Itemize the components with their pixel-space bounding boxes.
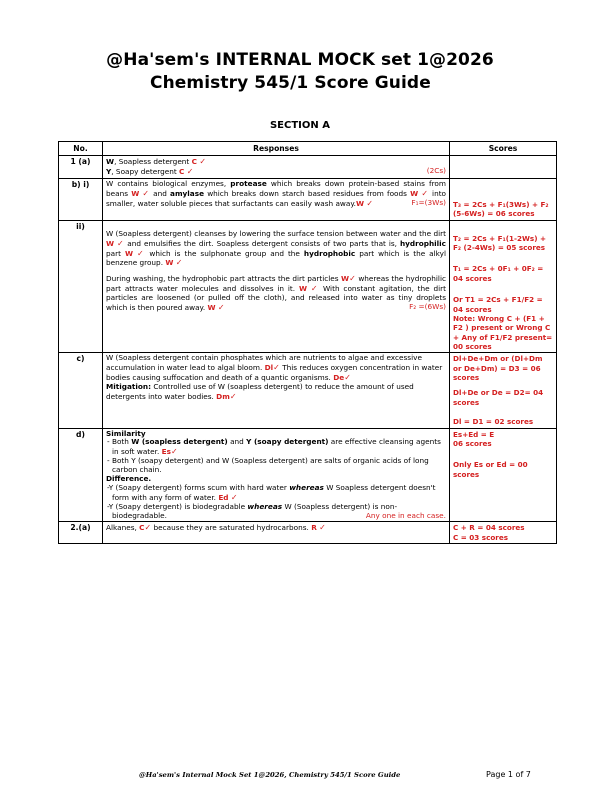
difference-heading: Difference. — [106, 473, 152, 483]
tick-icon: ✓ — [421, 188, 429, 198]
response-text: With constant agitation, the dirt particles are loosened (or pulled off the cloth), and released into water as tiny droplets which is then poured away. — [106, 284, 446, 312]
mark-code: W — [355, 198, 365, 208]
score-cell — [450, 428, 557, 522]
footer-title: @Ha'sem's Internal Mock Set 1@2026, Chemistry 545/1 Score Guide — [139, 771, 401, 779]
mark-code: W — [298, 284, 308, 294]
response-cell — [103, 522, 450, 544]
tick-icon: ✓ — [217, 302, 225, 312]
answer-text: , Soapless detergent — [114, 157, 192, 167]
column-header-scores: Scores — [450, 142, 557, 156]
mark-code: Dl — [264, 363, 274, 373]
answer-label: W — [106, 157, 115, 167]
mark-code: C — [139, 523, 145, 533]
response-text: Alkanes, — [106, 523, 140, 533]
tick-icon: ✓ — [142, 188, 150, 198]
table-row — [59, 156, 557, 179]
mark-code: Ed — [218, 492, 229, 502]
score-cell — [450, 353, 557, 428]
mark-code: Es — [161, 447, 171, 457]
table-row — [59, 522, 557, 544]
response-text: W (Soapless detergent) cleanses by lowering the surface tension between water and the dirt — [106, 228, 446, 238]
score-guide-table — [58, 141, 557, 544]
keyword: whereas — [247, 501, 283, 511]
response-text: Controlled use of W (soapless detergent) to reduce the amount of used detergents into water bodies. — [106, 382, 414, 401]
mark-code: W — [124, 248, 134, 258]
response-cell — [103, 179, 450, 221]
mark-code: W — [410, 188, 419, 198]
score-cell — [450, 156, 557, 179]
score-rule: Or T1 = 2Cs + F1/F2 = 04 scores — [453, 295, 543, 314]
question-number: 2.(a) — [59, 522, 103, 544]
response-text: and emulsifies the dirt. Soapless detergent consists of two parts that is, — [124, 238, 400, 248]
score-rule: 06 scores — [453, 438, 492, 448]
response-text: because they are saturated hydrocarbons. — [153, 523, 312, 533]
answer-text: , Soapy detergent — [111, 167, 180, 177]
response-text: W contains biological enzymes, — [106, 179, 231, 189]
score-cell — [450, 220, 557, 353]
score-cell — [450, 522, 557, 544]
tick-icon: ✓ — [319, 523, 326, 533]
tick-icon: ✓ — [366, 198, 374, 208]
tick-icon: ✓ — [230, 492, 238, 502]
response-text: W Soapless detergent doesn't form with any form of water. — [112, 482, 436, 502]
document-subtitle: Chemistry 545/1 Score Guide — [150, 73, 431, 93]
mark-code: W — [106, 238, 115, 248]
mark-code: C — [179, 167, 185, 177]
score-note: Note: Wrong C + (F1 + F2 ) present or Wrong C + Any of F1/F2 present= 00 scores — [453, 313, 553, 351]
tick-icon: ✓ — [229, 391, 237, 401]
question-number: ii) — [59, 220, 103, 353]
response-text: W (Soapless detergent) is non- biodegradable. — [112, 501, 398, 520]
mark-code: De — [333, 373, 345, 383]
column-header-responses: Responses — [103, 142, 450, 156]
answer-label: Y — [106, 167, 112, 177]
score-cell — [450, 179, 557, 221]
score-rule: C = 03 scores — [453, 532, 508, 542]
table-row — [59, 353, 557, 428]
keyword: Y (soapy detergent) — [246, 437, 329, 447]
mark-total: (2Cs) — [426, 166, 446, 176]
tick-icon: ✓ — [344, 373, 351, 383]
keyword: amylase — [170, 188, 205, 198]
table-header-row — [59, 142, 557, 156]
question-number: d) — [59, 428, 103, 522]
response-text: which is the sulphonate group and the — [145, 248, 304, 258]
response-text: into smaller, water soluble pieces that surfactants can easily wash away. — [106, 188, 447, 208]
tick-icon: ✓ — [175, 258, 183, 268]
mark-code: R — [311, 523, 317, 533]
document-title: @Ha'sem's INTERNAL MOCK set 1@2026 — [106, 50, 494, 70]
table-row — [59, 220, 557, 353]
response-text: - Both — [107, 437, 132, 447]
keyword: W (soapless detergent) — [131, 437, 228, 447]
mitigation-label: Mitigation: — [106, 382, 152, 392]
mark-code: C — [191, 157, 197, 167]
keyword: hydrophobic — [303, 248, 356, 258]
marking-note: Any one in each case. — [365, 510, 446, 520]
tick-icon: ✓ — [310, 284, 320, 294]
response-text: -Y (Soapy detergent) is biodegradable — [107, 501, 248, 511]
section-heading: SECTION A — [269, 120, 330, 131]
response-cell — [103, 428, 450, 522]
keyword: whereas — [289, 482, 324, 492]
tick-icon: ✓ — [170, 447, 178, 457]
score-rule: C + R = 04 scores — [453, 523, 525, 533]
response-text: and — [227, 437, 247, 447]
score-rule: T₂ = 2Cs + F₁(1-2Ws) + F₂ (2-4Ws) = 05 scores — [453, 233, 547, 253]
response-text: -Y (Soapy detergent) forms scum with hard water — [107, 482, 290, 492]
mark-code: W — [165, 258, 174, 268]
response-text: part which is the alkyl benzene group. — [106, 248, 446, 268]
keyword: protease — [230, 179, 267, 189]
tick-icon: ✓ — [273, 363, 280, 373]
response-text: are effective cleansing agents in soft water. — [112, 437, 441, 457]
similarity-heading: Similarity — [106, 428, 146, 438]
response-text: During washing, the hydrophobic part attracts the dirt particles — [106, 274, 341, 284]
response-text: W (Soapless detergent contain phosphates which are nutrients to algae and excessive accumulation in water lead to algal bloom. — [106, 353, 422, 373]
response-cell — [103, 353, 450, 428]
response-text: which breaks down starch based residues from foods — [204, 188, 411, 198]
mark-code: W — [207, 302, 216, 312]
question-number: 1 (a) — [59, 156, 103, 179]
mark-code: W — [131, 188, 140, 198]
score-rule: Dl+De or De = D2= 04 scores — [453, 388, 544, 407]
mark-code: W — [340, 274, 350, 284]
score-rule: Es+Ed = E — [453, 429, 495, 439]
score-rule: Only Es or Ed = 00 scores — [453, 460, 528, 479]
score-rule: Dl+De+Dm or (Dl+Dm or De+Dm) = D3 = 06 scores — [453, 354, 543, 383]
response-cell — [103, 220, 450, 353]
response-text: This reduces oxygen concentration in water bodies causing suffocation and death of a quantic organisms. — [106, 363, 443, 383]
mark-total: F₂ =(6Ws) — [409, 301, 446, 311]
column-header-no: No. — [59, 142, 103, 156]
response-text: part — [106, 248, 125, 258]
mark-code: Dm — [216, 391, 230, 401]
page-number: Page 1 of 7 — [486, 770, 531, 779]
response-text: - Both Y (soapy detergent) and W (Soapless detergent) are salts of organic acids of long carbon chain. — [107, 456, 429, 475]
tick-icon: ✓ — [144, 523, 152, 533]
table-row — [59, 179, 557, 221]
score-rule: T₃ = 2Cs + F₁(3Ws) + F₂ (5-6Ws) = 06 scores — [453, 200, 549, 219]
keyword: hydrophilic — [399, 238, 446, 248]
response-cell — [103, 156, 450, 179]
tick-icon: ✓ — [117, 238, 125, 248]
response-text: and — [149, 188, 171, 198]
score-rule: Dl = D1 = 02 scores — [453, 417, 534, 427]
tick-icon: ✓ — [349, 274, 356, 284]
table-row — [59, 428, 557, 522]
tick-icon: ✓ — [199, 157, 207, 167]
score-rule: T₁ = 2Cs + 0F₁ + 0F₂ = 04 scores — [453, 264, 544, 283]
tick-icon: ✓ — [186, 167, 194, 177]
response-text: whereas the hydrophilic part attracts water molecules and dissolves in it. — [106, 274, 447, 294]
question-number: b) i) — [59, 179, 103, 221]
tick-icon: ✓ — [137, 248, 146, 258]
mark-total: F₁=(3Ws) — [411, 197, 446, 207]
question-number: c) — [59, 353, 103, 428]
response-text: which breaks down protein-based stains from beans — [106, 179, 446, 198]
